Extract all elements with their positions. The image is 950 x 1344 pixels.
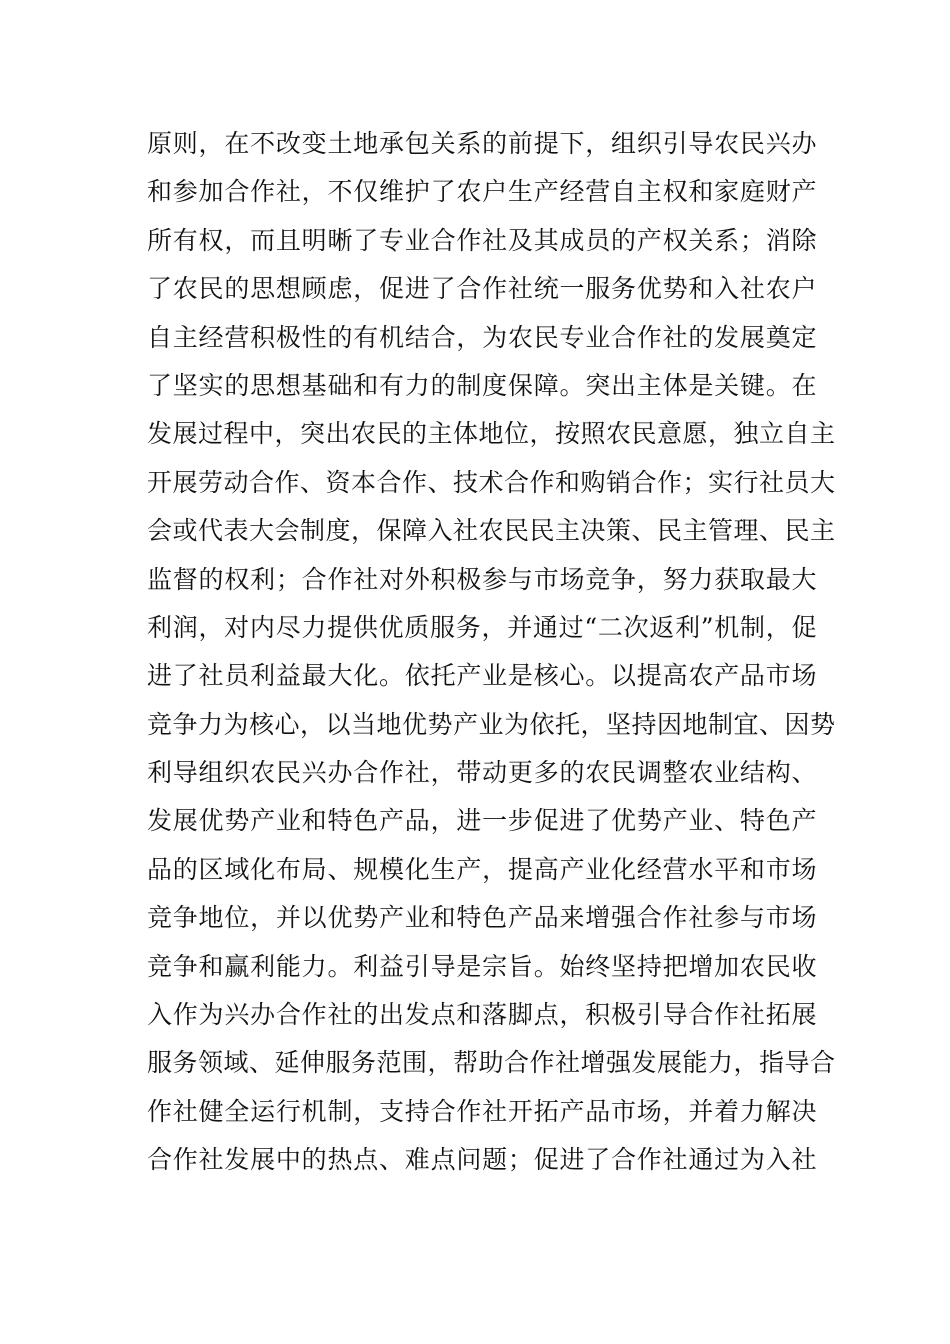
body-text — [147, 120, 836, 1185]
text-line: 了坚实的思想基础和有力的制度保障。突出主体是关键。在 — [147, 370, 817, 400]
text-line: 原则，在不改变土地承包关系的前提下，组织引导农民兴办 — [147, 129, 817, 158]
text-line: 发展过程中，突出农民的主体地位，按照农民意愿，独立自主 — [147, 419, 836, 449]
text-line: 了农民的思想顾虑，促进了合作社统一服务优势和入社农户 — [147, 274, 817, 304]
text-line: 竞争力为核心，以当地优势产业为依托，坚持因地制宜、因势 — [147, 709, 836, 739]
text-line: 合作社发展中的热点、难点问题；促进了合作社通过为入社 — [147, 1145, 817, 1175]
text-line: 自主经营积极性的有机结合，为农民专业合作社的发展奠定 — [147, 322, 817, 352]
text-line: 入作为兴办合作社的出发点和落脚点，积极引导合作社拓展 — [147, 1000, 817, 1030]
text-line: 开展劳动合作、资本合作、技术合作和购销合作；实行社员大 — [147, 467, 836, 497]
text-line: 所有权，而且明晰了专业合作社及其成员的产权关系；消除 — [147, 225, 817, 255]
text-line: 竞争地位，并以优势产业和特色产品来增强合作社参与市场 — [147, 903, 817, 933]
text-line: 进了社员利益最大化。依托产业是核心。以提高农产品市场 — [147, 661, 817, 691]
text-line: 服务领域、延伸服务范围，帮助合作社增强发展能力，指导合 — [147, 1048, 836, 1078]
text-line: 竞争和赢利能力。利益引导是宗旨。始终坚持把增加农民收 — [147, 951, 817, 981]
text-line: 会或代表大会制度，保障入社农民民主决策、民主管理、民主 — [147, 516, 836, 546]
text-line: 作社健全运行机制，支持合作社开拓产品市场，并着力解决 — [147, 1096, 817, 1126]
text-line: 利润，对内尽力提供优质服务，并通过“二次返利”机制，促 — [147, 612, 817, 642]
text-line: 发展优势产业和特色产品，进一步促进了优势产业、特色产 — [147, 806, 817, 836]
text-line: 利导组织农民兴办合作社，带动更多的农民调整农业结构、 — [147, 758, 817, 788]
text-line: 品的区域化布局、规模化生产，提高产业化经营水平和市场 — [147, 854, 817, 884]
text-line: 监督的权利；合作社对外积极参与市场竞争，努力获取最大 — [147, 564, 817, 594]
text-line: 和参加合作社，不仅维护了农户生产经营自主权和家庭财产 — [147, 177, 817, 207]
